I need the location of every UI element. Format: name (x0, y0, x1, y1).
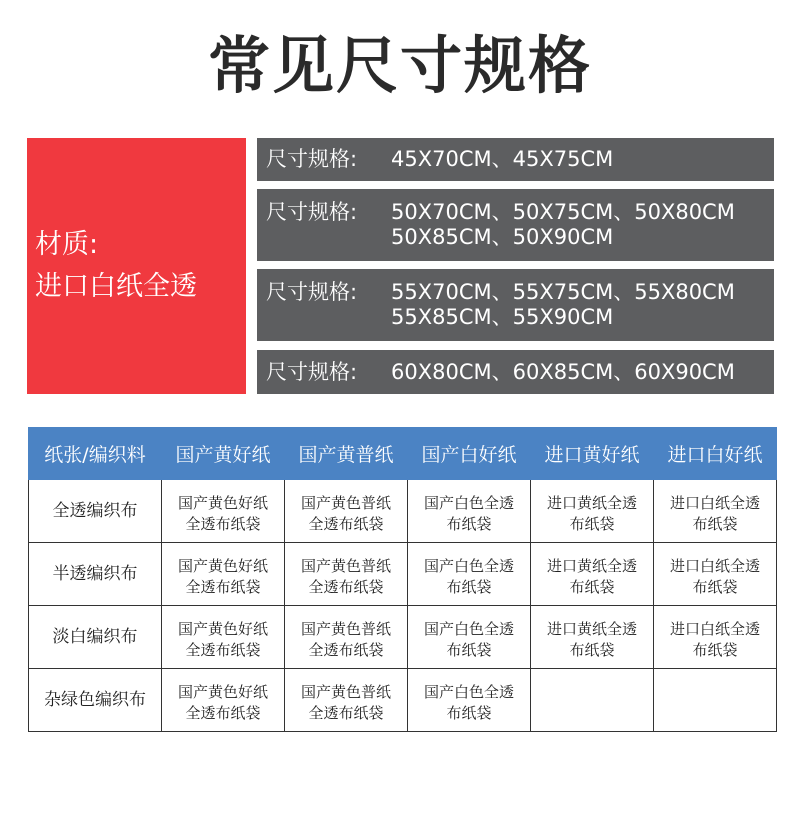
spec-sizes-line: 45X70CM、45X75CM (391, 147, 614, 171)
table-cell: 国产白色全透 布纸袋 (408, 606, 531, 669)
spec-sizes-line: 50X85CM、50X90CM (391, 225, 614, 249)
spec-row-45 (257, 138, 774, 181)
table-row (29, 543, 777, 606)
header-cell: 国产黄好纸 (162, 428, 285, 480)
row-header: 半透编织布 (29, 543, 162, 606)
spec-label: 尺寸规格: (266, 280, 358, 304)
table-cell: 国产黄色普纸 全透布纸袋 (285, 543, 408, 606)
table-cell: 国产白色全透 布纸袋 (408, 669, 531, 732)
table-cell: 国产黄色好纸 全透布纸袋 (162, 669, 285, 732)
header-cell: 进口黄好纸 (531, 428, 654, 480)
table-cell (654, 669, 777, 732)
table-cell: 进口黄纸全透 布纸袋 (531, 543, 654, 606)
table-header-row (29, 428, 777, 480)
table-cell: 进口白纸全透 布纸袋 (654, 543, 777, 606)
table-row (29, 480, 777, 543)
row-header: 淡白编织布 (29, 606, 162, 669)
material-panel (27, 138, 246, 394)
table-cell: 国产白色全透 布纸袋 (408, 480, 531, 543)
table-cell: 国产黄色普纸 全透布纸袋 (285, 606, 408, 669)
table-cell: 进口白纸全透 布纸袋 (654, 480, 777, 543)
spec-sizes-line: 50X70CM、50X75CM、50X80CM (391, 200, 735, 224)
table-cell: 进口白纸全透 布纸袋 (654, 606, 777, 669)
spec-sizes-line: 60X80CM、60X85CM、60X90CM (391, 359, 735, 384)
header-cell: 进口白好纸 (654, 428, 777, 480)
spec-row-50 (257, 189, 774, 261)
page-title: 常见尺寸规格 (207, 29, 592, 102)
header-cell: 纸张/编织料 (29, 428, 162, 480)
table-cell: 国产黄色好纸 全透布纸袋 (162, 480, 285, 543)
spec-label: 尺寸规格: (266, 359, 358, 384)
material-value: 进口白纸全透 (35, 271, 197, 302)
table-cell: 国产白色全透 布纸袋 (408, 543, 531, 606)
header-cell: 国产白好纸 (408, 428, 531, 480)
spec-row-55 (257, 269, 774, 341)
table-cell (531, 669, 654, 732)
table-cell: 国产黄色好纸 全透布纸袋 (162, 606, 285, 669)
material-label: 材质: (35, 229, 99, 260)
table-row (29, 669, 777, 732)
spec-sizes-line: 55X85CM、55X90CM (391, 305, 614, 329)
table-cell: 进口黄纸全透 布纸袋 (531, 480, 654, 543)
table-cell: 国产黄色好纸 全透布纸袋 (162, 543, 285, 606)
material-paper-table (28, 427, 777, 732)
header-cell: 国产黄普纸 (285, 428, 408, 480)
table-row (29, 606, 777, 669)
table-cell: 国产黄色普纸 全透布纸袋 (285, 480, 408, 543)
spec-row-60 (257, 350, 774, 394)
spec-label: 尺寸规格: (266, 200, 358, 224)
row-header: 杂绿色编织布 (29, 669, 162, 732)
table-cell: 进口黄纸全透 布纸袋 (531, 606, 654, 669)
spec-sizes-line: 55X70CM、55X75CM、55X80CM (391, 280, 735, 304)
spec-label: 尺寸规格: (266, 147, 358, 171)
table-cell: 国产黄色普纸 全透布纸袋 (285, 669, 408, 732)
row-header: 全透编织布 (29, 480, 162, 543)
